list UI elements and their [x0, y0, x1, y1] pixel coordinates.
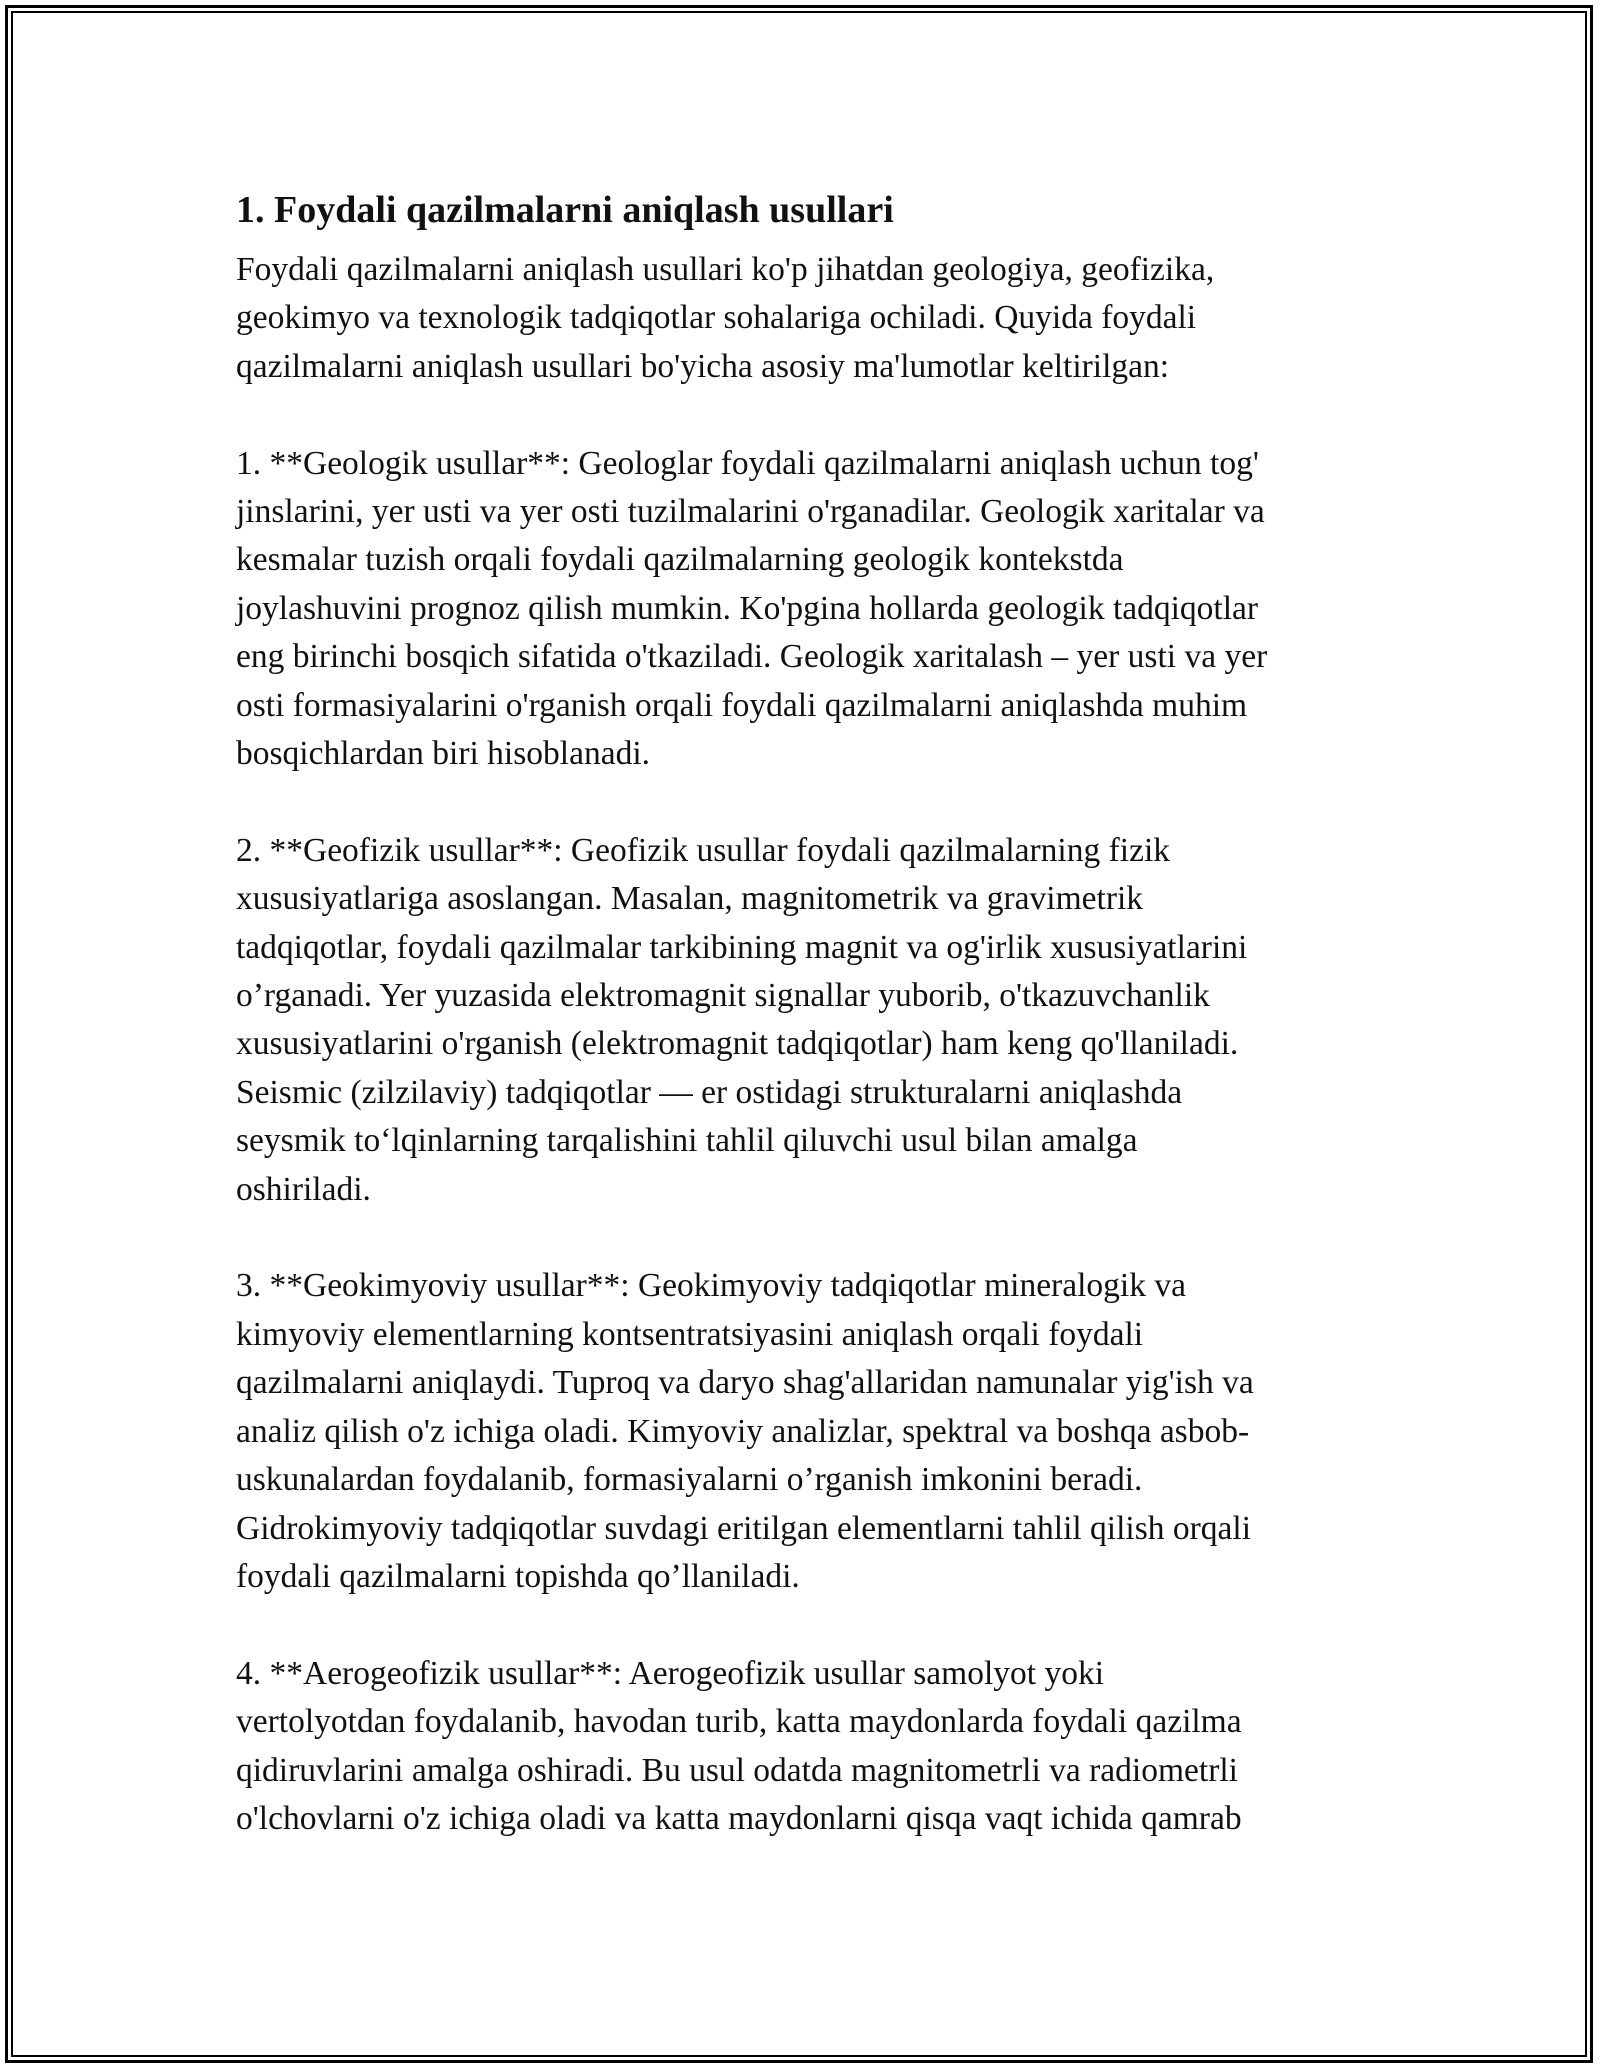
document-body [236, 186, 1386, 1843]
section-heading: 1. Foydali qazilmalarni aniqlash usullari [236, 189, 894, 231]
geokimyoviy-usullar-paragraph: 3. **Geokimyoviy usullar**: Geokimyoviy tadqiqotlar mineralogik va kimyoviy elementlarning kontsentratsiyasini aniqlash orqali foydali qazilmalarni aniqlaydi. Tuproq va daryo shag'allaridan namunalar yig'ish va analiz qilish o'z ichiga oladi. Kimyoviy analizlar, spektral va boshqa asbob- uskunalardan foydalanib, formasiyalarni o’rganish imkonini beradi. Gidrokimyoviy tadqiqotlar suvdagi eritilgan elementlarni tahlil qilish orqali foydali qazilmalarni topishda qo’llaniladi. [236, 1267, 1254, 1595]
aerogeofizik-usullar-paragraph: 4. **Aerogeofizik usullar**: Aerogeofizik usullar samolyot yoki vertolyotdan foydalanib, havodan turib, katta maydonlarda foydali qazilma qidiruvlarini amalga oshiradi. Bu usul odatda magnitometrli va radiometrli o'lchovlarni o'z ichiga oladi va katta maydonlarni qisqa vaqt ichida qamrab [236, 1654, 1242, 1837]
geofizik-usullar-paragraph: 2. **Geofizik usullar**: Geofizik usullar foydali qazilmalarning fizik xususiyatlariga asoslangan. Masalan, magnitometrik va gravimetrik tadqiqotlar, foydali qazilmalar tarkibining magnit va og'irlik xususiyatlarini o’rganadi. Yer yuzasida elektromagnit signallar yuborib, o'tkazuvchanlik xususiyatlarini o'rganish (elektromagnit tadqiqotlar) ham keng qo'llaniladi. Seismic (zilzilaviy) tadqiqotlar — er ostidagi strukturalarni aniqlashda seysmik to‘lqinlarning tarqalishini tahlil qiluvchi usul bilan amalga oshiriladi. [236, 831, 1248, 1208]
geologik-usullar-paragraph: 1. **Geologik usullar**: Geologlar foydali qazilmalarni aniqlash uchun tog' jinslarini, yer usti va yer osti tuzilmalarini o'rganadilar. Geologik xaritalar va kesmalar tuzish orqali foydali qazilmalarning geologik kontekstda joylashuvini prognoz qilish mumkin. Ko'pgina hollarda geologik tadqiqotlar eng birinchi bosqich sifatida o'tkaziladi. Geologik xaritalash – yer usti va yer osti formasiyalarini o'rganish orqali foydali qazilmalarni aniqlashda muhim bosqichlardan biri hisoblanadi. [236, 444, 1268, 773]
intro-paragraph: Foydali qazilmalarni aniqlash usullari ko'p jihatdan geologiya, geofizika, geokimyo va texnologik tadqiqotlar sohalariga ochiladi. Quyida foydali qazilmalarni aniqlash usullari bo'yicha asosiy ma'lumotlar keltirilgan: [236, 251, 1215, 385]
